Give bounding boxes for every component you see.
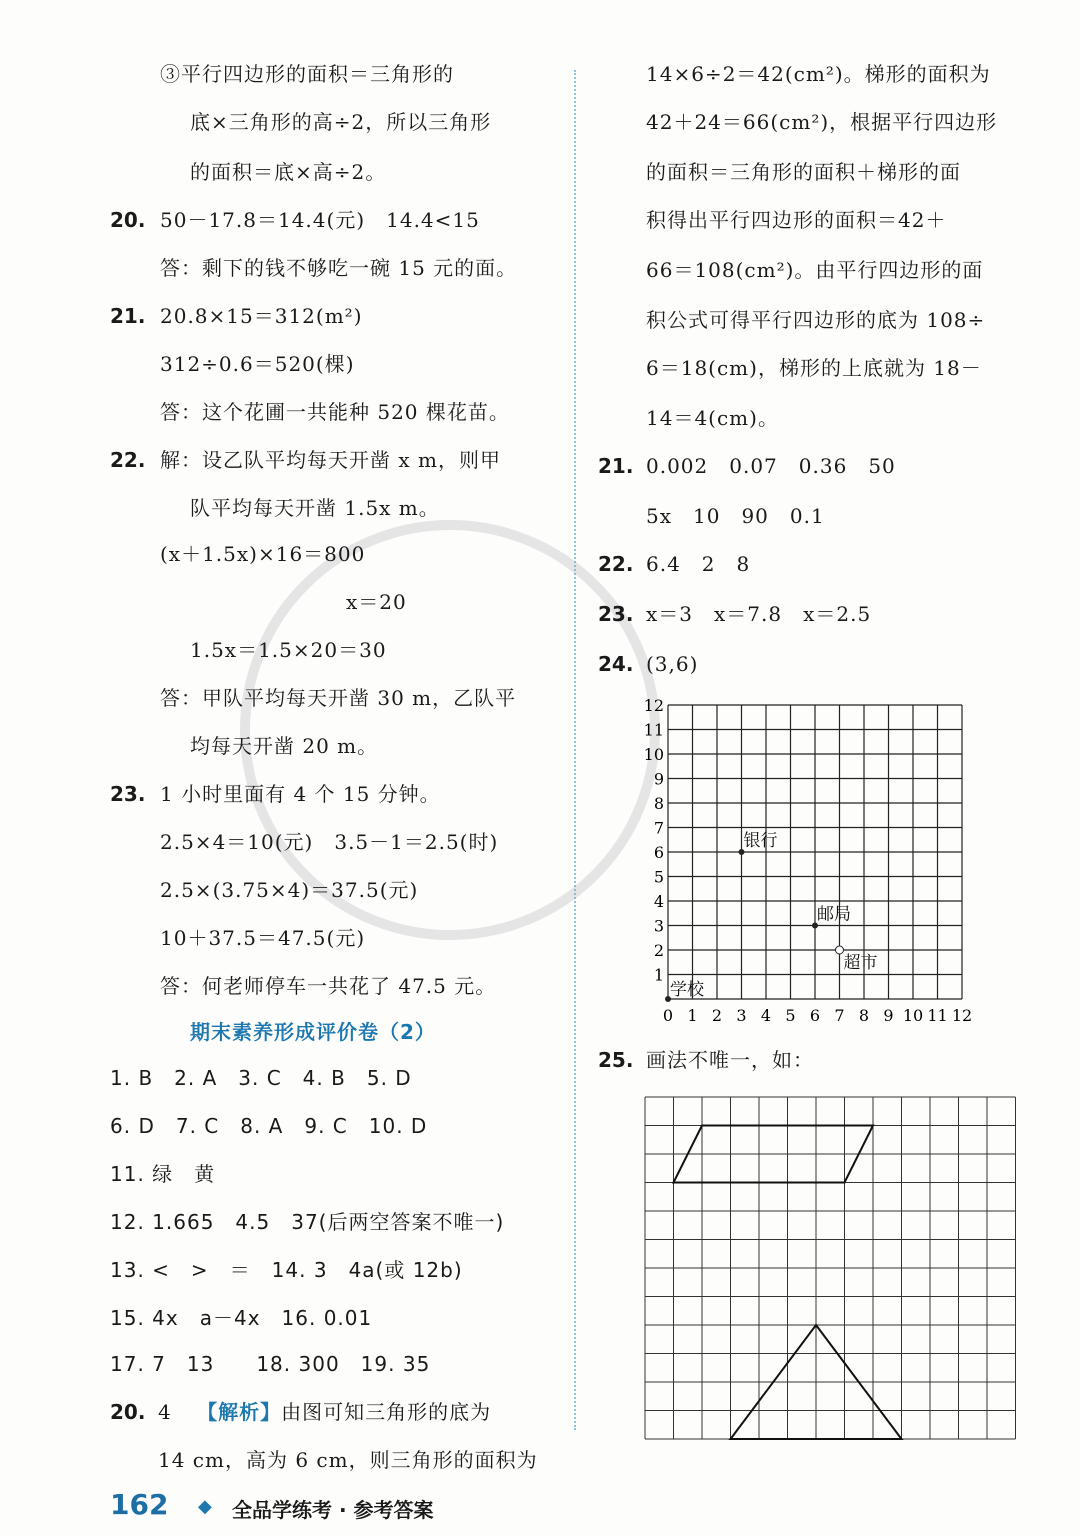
section-title: 期末素养形成评价卷（2） [190, 1020, 436, 1044]
right-text-line: 66＝108(cm²)。由平行四边形的面 [646, 258, 984, 282]
right-answer-text: 0.002 0.07 0.36 50 [646, 454, 896, 478]
right-answer-text: x＝3 x＝7.8 x＝2.5 [646, 602, 872, 626]
q20-tag: 【解析】 [197, 1400, 282, 1424]
left-item-text: 312÷0.6＝520(棵) [160, 352, 355, 376]
map-point [836, 946, 844, 954]
right-text-line: 积公式可得平行四边形的底为 108÷ [646, 308, 986, 332]
answer-row: 15. 4x a－4x 16. 0.01 [110, 1306, 373, 1330]
map-point-label: 邮局 [817, 904, 851, 925]
right-text-line: 的面积＝三角形的面积＋梯形的面 [646, 160, 961, 184]
right-answer-text: (3,6) [646, 652, 699, 676]
map-point-label: 学校 [670, 980, 704, 1000]
x-tick-label: 7 [834, 1006, 845, 1025]
x-tick-label: 8 [858, 1006, 870, 1025]
left-item-text: 50－17.8＝14.4(元) 14.4<15 [160, 208, 480, 232]
right-text-line: 42＋24＝66(cm²)，根据平行四边形 [646, 110, 998, 134]
x-tick-label: 9 [883, 1006, 894, 1025]
answer-row: 13. < > ＝ 14. 3 4a(或 12b) [110, 1258, 463, 1282]
y-tick-label: 9 [653, 769, 664, 789]
left-item-text: 的面积＝底×高÷2。 [190, 160, 387, 184]
y-tick-label: 8 [653, 794, 664, 813]
x-tick-label: 6 [809, 1006, 821, 1025]
x-tick-label: 3 [736, 1006, 747, 1025]
left-item-text: 答：何老师停车一共花了 47.5 元。 [160, 974, 497, 998]
left-item-text: 队平均每天开凿 1.5x m。 [190, 496, 440, 520]
x-tick-label: 1 [687, 1006, 698, 1025]
footer-title: 全品学练考 · 参考答案 [232, 1498, 434, 1522]
q20-text: 由图可知三角形的底为 [281, 1400, 492, 1424]
q20-answer-line [158, 1398, 491, 1426]
x-tick-label: 12 [951, 1006, 973, 1025]
map-point-label: 银行 [743, 831, 778, 851]
x-tick-label: 4 [760, 1006, 772, 1025]
x-tick-label: 11 [927, 1006, 948, 1025]
left-item-number: 23. [110, 782, 146, 806]
left-item-text: 解：设乙队平均每天开凿 x m，则甲 [160, 448, 501, 472]
y-tick-label: 11 [643, 720, 664, 740]
q25-number: 25. [598, 1048, 634, 1072]
left-item-text: 底×三角形的高÷2，所以三角形 [190, 110, 492, 134]
left-item-text: 答：甲队平均每天开凿 30 m，乙队平 [160, 686, 517, 710]
page-number: 162 [110, 1488, 169, 1521]
y-tick-label: 4 [653, 892, 664, 911]
right-text-line: 14＝4(cm)。 [646, 406, 779, 430]
answer-row: 6. D 7. C 8. A 9. C 10. D [110, 1114, 428, 1138]
left-item-number: 20. [110, 208, 146, 232]
right-answer-number: 23. [598, 602, 634, 626]
left-item-text: 2.5×(3.75×4)＝37.5(元) [160, 878, 419, 902]
x-tick-label: 10 [902, 1006, 924, 1025]
left-item-text: 1 小时里面有 4 个 15 分钟。 [160, 782, 441, 806]
y-tick-label: 7 [653, 818, 664, 838]
right-text-line: 6＝18(cm)，梯形的上底就为 18－ [646, 356, 982, 380]
left-item-text: 20.8×15＝312(m²) [160, 304, 363, 328]
map-point-label: 超市 [843, 953, 878, 973]
q20-line2: 14 cm，高为 6 cm，则三角形的面积为 [158, 1448, 538, 1472]
right-answer-text: 6.4 2 8 [646, 552, 751, 576]
right-answer-text: 5x 10 90 0.1 [646, 504, 825, 528]
coordinate-grid [640, 695, 980, 1025]
right-answer-number: 21. [598, 454, 634, 478]
y-tick-label: 3 [653, 916, 664, 936]
right-text-line: 积得出平行四边形的面积＝42＋ [646, 208, 947, 232]
diamond-icon: ◆ [198, 1496, 212, 1517]
right-text-line: 14×6÷2＝42(cm²)。梯形的面积为 [646, 62, 991, 86]
left-item-text: 答：剩下的钱不够吃一碗 15 元的面。 [160, 256, 518, 280]
right-answer-number: 22. [598, 552, 634, 576]
x-tick-label: 0 [662, 1006, 674, 1025]
y-tick-label: 5 [653, 867, 664, 887]
answer-row: 17. 7 13 18. 300 19. 35 [110, 1352, 431, 1376]
left-item-text: 10＋37.5＝47.5(元) [160, 926, 366, 950]
left-item-text: 均每天开凿 20 m。 [190, 734, 379, 758]
y-tick-label: 1 [653, 965, 664, 985]
y-tick-label: 10 [643, 745, 664, 764]
answer-row: 12. 1.665 4.5 37(后两空答案不唯一) [110, 1210, 505, 1234]
left-item-number: 22. [110, 448, 146, 472]
y-tick-label: 12 [643, 696, 664, 715]
left-item-text: 1.5x＝1.5×20＝30 [190, 638, 387, 662]
answer-row: 11. 绿 黄 [110, 1162, 216, 1186]
x-tick-label: 2 [711, 1006, 723, 1025]
q25-text: 画法不唯一，如： [646, 1048, 814, 1072]
left-item-text: ③平行四边形的面积＝三角形的 [160, 62, 454, 86]
y-tick-label: 2 [653, 941, 664, 960]
left-item-text: (x＋1.5x)×16＝800 [160, 542, 366, 566]
y-tick-label: 6 [653, 843, 664, 862]
left-item-text: 2.5×4＝10(元) 3.5－1＝2.5(时) [160, 830, 499, 854]
q20-number: 20. [110, 1400, 146, 1424]
q20-answer: 4 [158, 1400, 172, 1424]
right-answer-number: 24. [598, 652, 634, 676]
drawing-grid [644, 1096, 1020, 1440]
left-item-text: x＝20 [346, 590, 407, 614]
left-item-number: 21. [110, 304, 146, 328]
answer-row: 1. B 2. A 3. C 4. B 5. D [110, 1066, 412, 1090]
x-tick-label: 5 [785, 1006, 796, 1025]
left-item-text: 答：这个花圃一共能种 520 棵花苗。 [160, 400, 510, 424]
